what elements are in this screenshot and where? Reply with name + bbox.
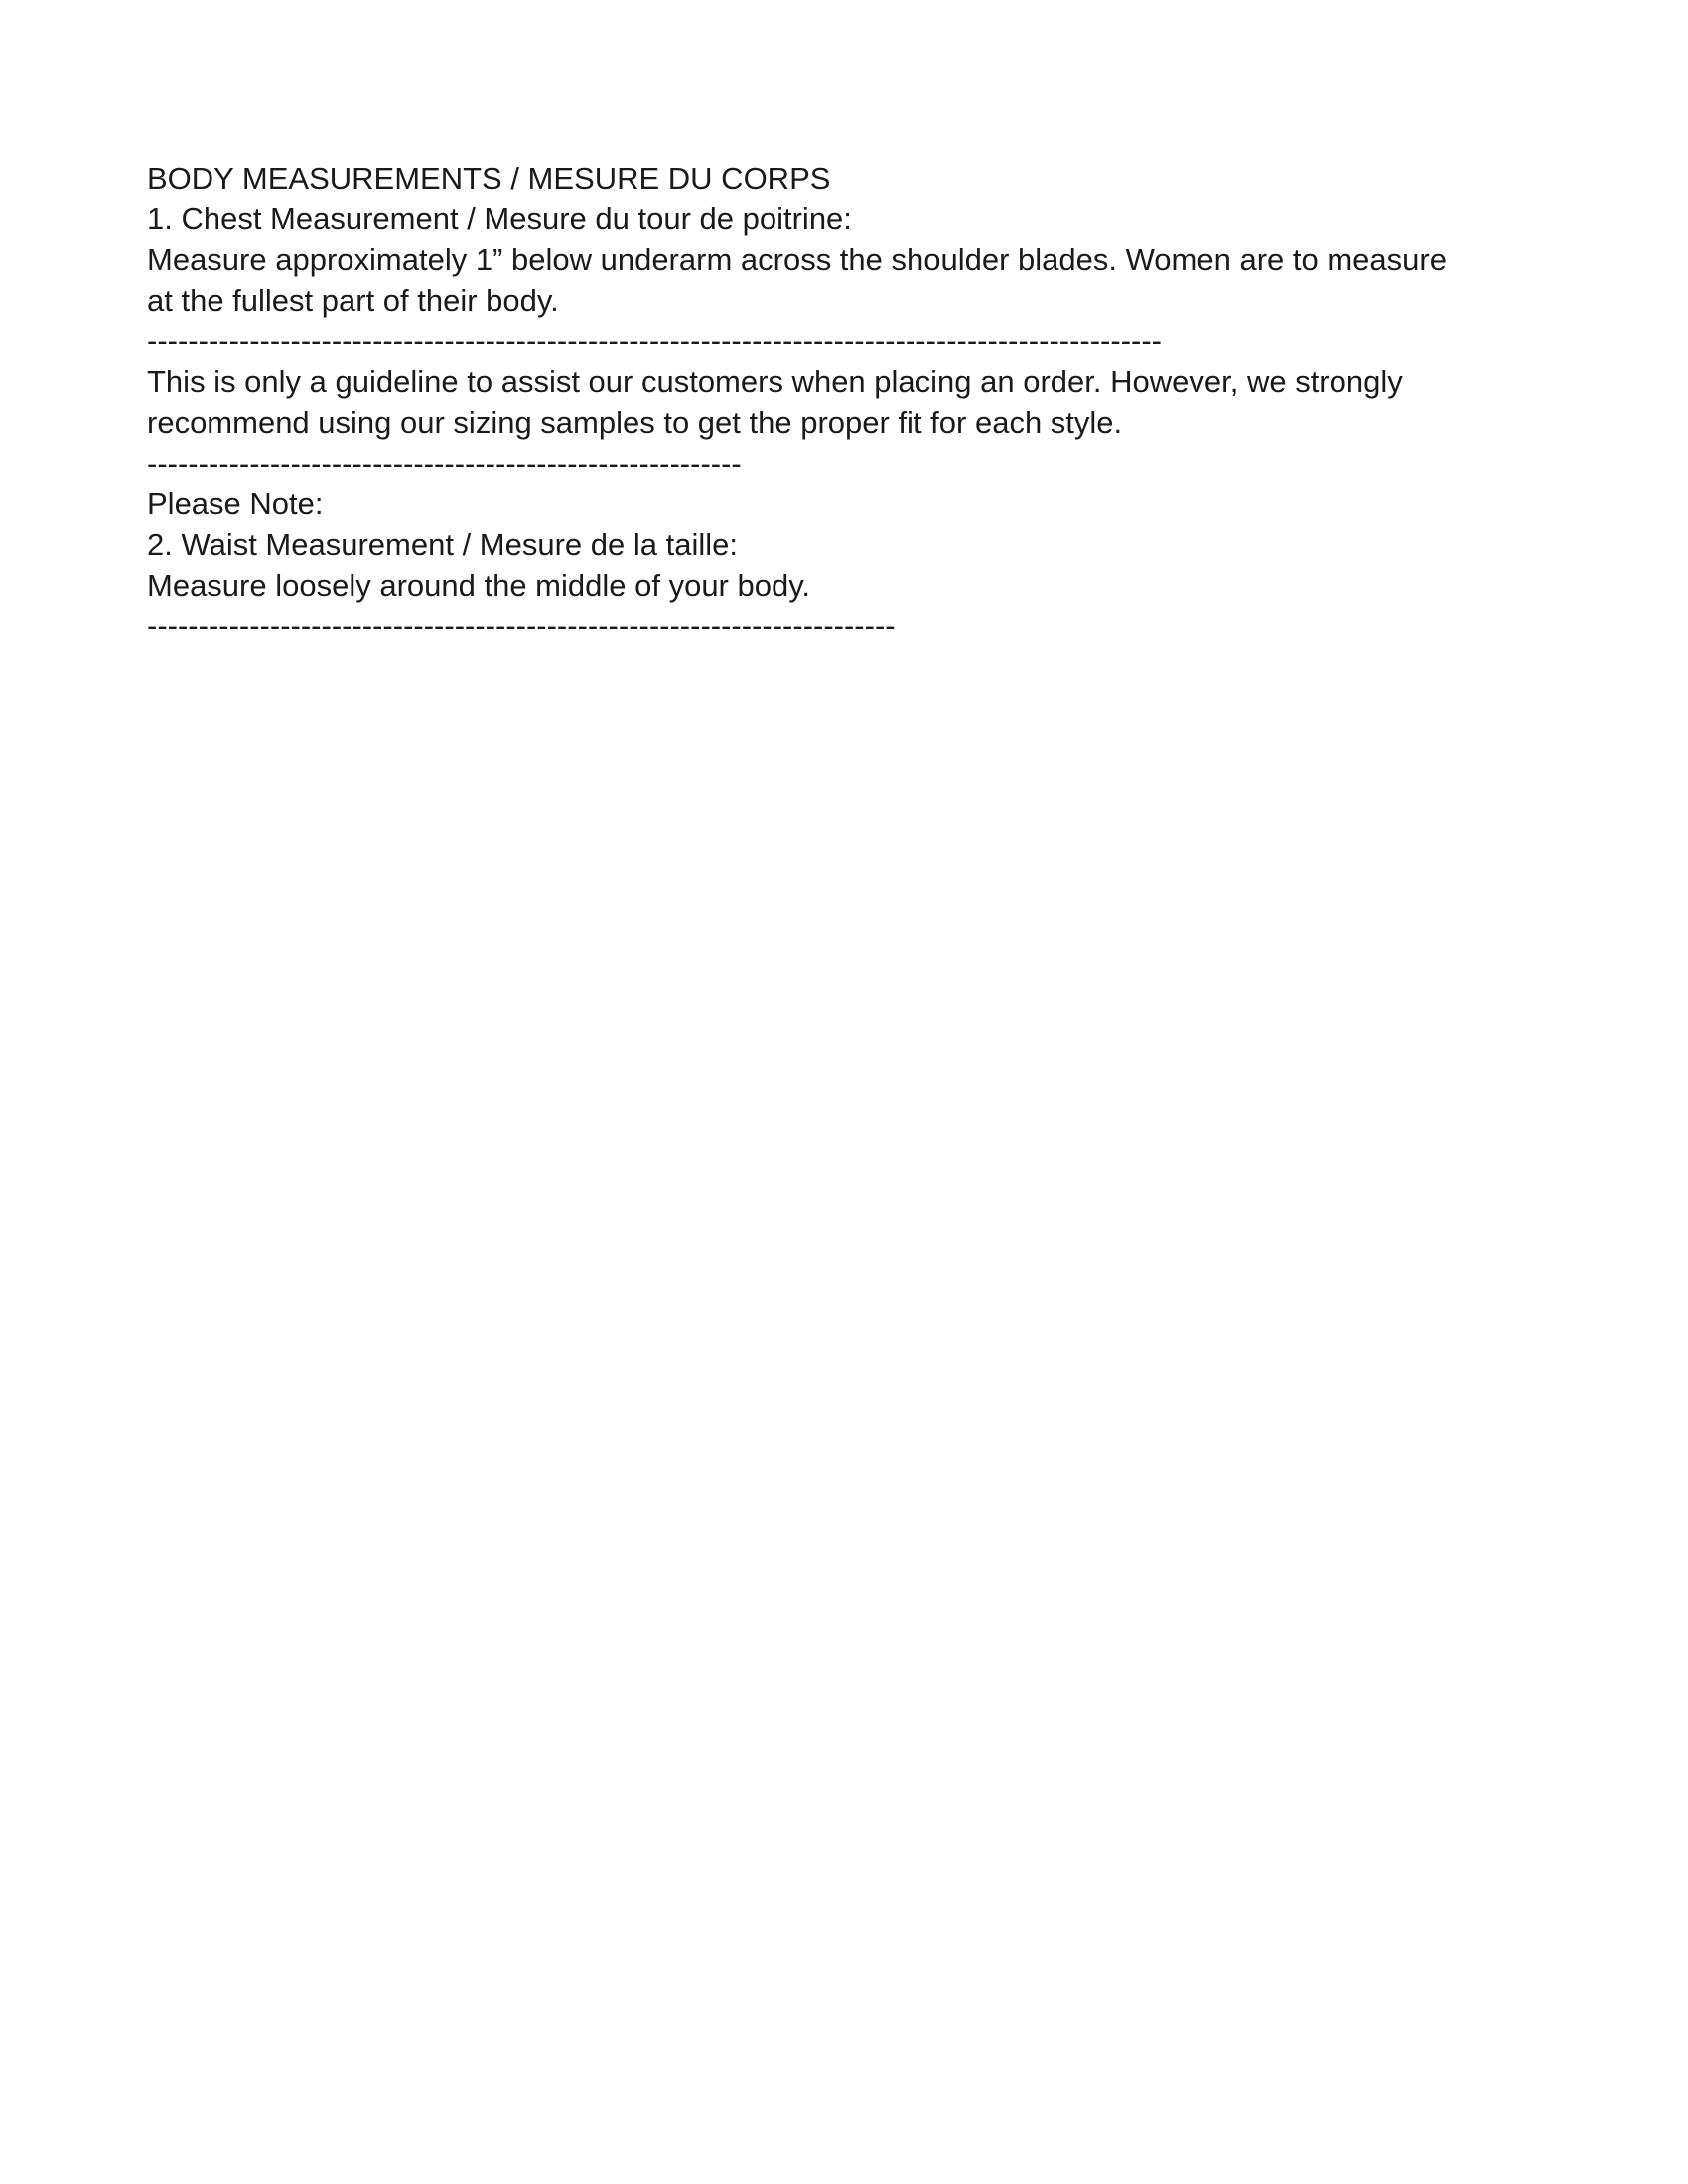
document-heading: BODY MEASUREMENTS / MESURE DU CORPS (147, 161, 831, 196)
chest-instructions-line-1: Measure approximately 1” below underarm across the shoulder blades. Women are to measure (147, 242, 1447, 277)
divider-long: --------------------------------------------------------------------------------------------------- (147, 324, 1163, 358)
guideline-note-line-1: This is only a guideline to assist our customers when placing an order. However, we strongly (147, 364, 1403, 399)
waist-instructions: Measure loosely around the middle of your body. (147, 568, 811, 603)
chest-section-title: 1. Chest Measurement / Mesure du tour de poitrine: (147, 202, 852, 236)
guideline-note-line-2: recommend using our sizing samples to get the proper fit for each style. (147, 405, 1123, 440)
document-body (147, 158, 1541, 646)
divider-short: ---------------------------------------------------------- (147, 446, 742, 480)
waist-section-title: 2. Waist Measurement / Mesure de la taille: (147, 527, 738, 562)
chest-instructions-line-2: at the fullest part of their body. (147, 283, 559, 318)
please-note-label: Please Note: (147, 486, 324, 521)
divider-medium: ------------------------------------------------------------------------- (147, 609, 896, 643)
